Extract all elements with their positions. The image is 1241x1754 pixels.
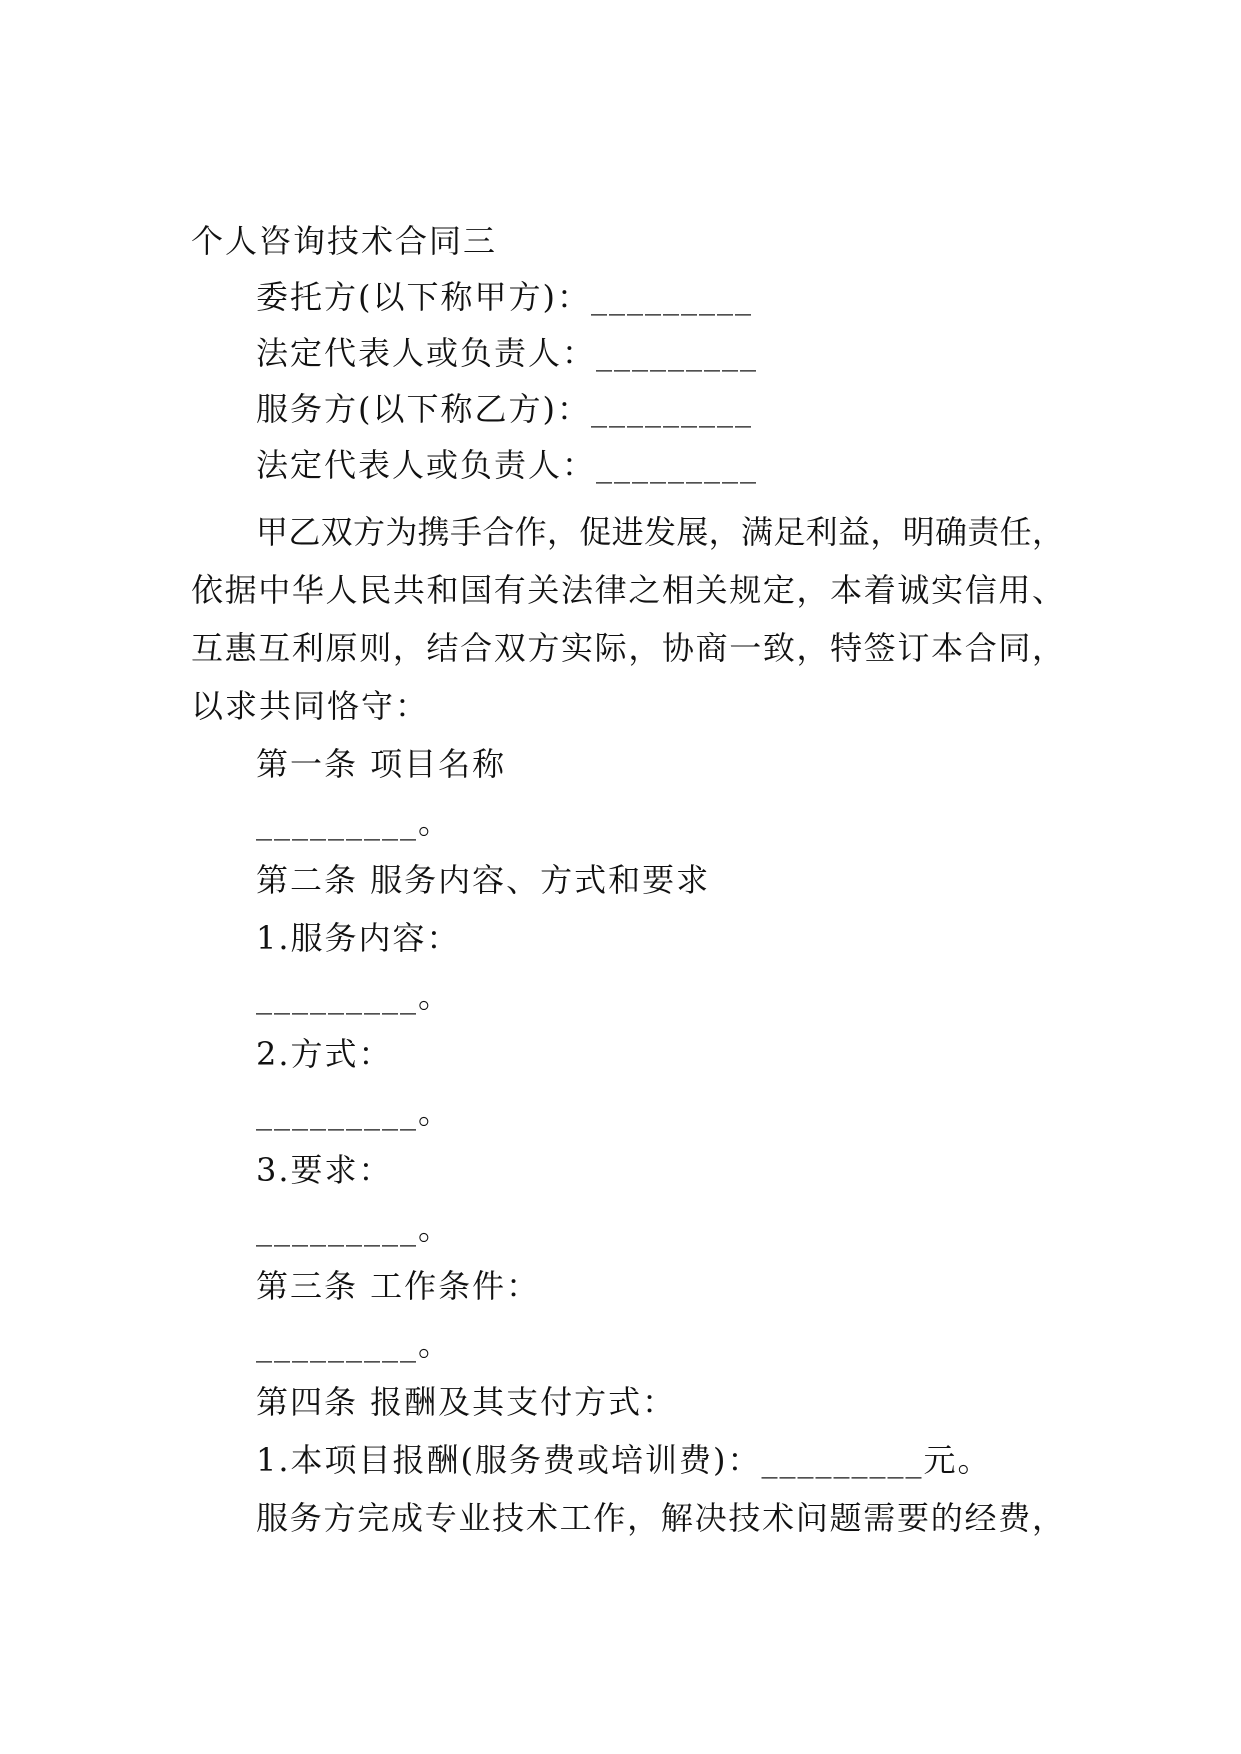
party-provider-representative: 法定代表人或负责人：_________ <box>256 446 759 484</box>
article-1-blank: _________。 <box>256 803 453 841</box>
preamble-line-4: 以求共同恪守： <box>191 687 430 725</box>
preamble-line-1: 甲乙双方为携手合作，促进发展，满足利益，明确责任， <box>256 513 1064 551</box>
article-4-heading: 第四条 报酬及其支付方式： <box>256 1383 677 1421</box>
article-4-item-2: 服务方完成专业技术工作，解决技术问题需要的经费， <box>256 1499 1064 1537</box>
article-2-item-3: 3.要求： <box>256 1151 393 1189</box>
article-2-blank-1: _________。 <box>256 977 453 1015</box>
preamble-line-3: 互惠互利原则，结合双方实际，协商一致，特签订本合同， <box>191 629 1064 667</box>
party-client: 委托方(以下称甲方)：_________ <box>256 278 753 316</box>
party-provider: 服务方(以下称乙方)：_________ <box>256 390 753 428</box>
preamble-line-2: 依据中华人民共和国有关法律之相关规定，本着诚实信用、 <box>191 571 1064 609</box>
article-2-blank-2: _________。 <box>256 1093 453 1131</box>
article-3-blank: _________。 <box>256 1325 453 1363</box>
article-1-heading: 第一条 项目名称 <box>256 745 507 783</box>
article-2-heading: 第二条 服务内容、方式和要求 <box>256 861 711 899</box>
article-2-item-1: 1.服务内容： <box>256 919 461 957</box>
article-2-blank-3: _________。 <box>256 1209 453 1247</box>
article-3-heading: 第三条 工作条件： <box>256 1267 541 1305</box>
party-client-representative: 法定代表人或负责人：_________ <box>256 334 759 372</box>
article-2-item-2: 2.方式： <box>256 1035 393 1073</box>
document-title: 个人咨询技术合同三 <box>191 222 498 260</box>
article-4-item-1: 1.本项目报酬(服务费或培训费)：_________元。 <box>256 1441 992 1479</box>
